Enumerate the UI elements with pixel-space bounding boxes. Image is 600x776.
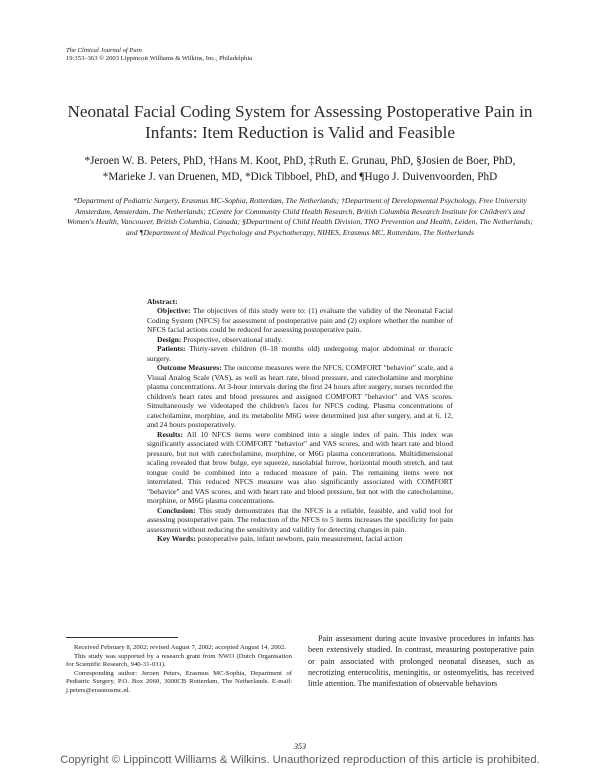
design-text: Prospective, observational study. (183, 334, 283, 344)
footnote-correspondence: Corresponding author: Jeroen Peters, Erasmus MC-Sophia, Department of Pediatric Surgery, P.O. Box 2060, 3000CB Rotterdam, The Netherlands. E-mail: j.peters@erasmusmc.nl. (66, 669, 292, 694)
design-label: Design: (157, 334, 182, 344)
page-number: 353 (294, 742, 306, 751)
journal-name: The Clinical Journal of Pain (66, 47, 142, 54)
results-text: All 10 NFCS items were combined into a single index of pain. This index was significantly associated with COMFORT "behavior" and VAS scores, and with heart rate and blood pressure, but not with catecholamine, morphine, or M6G plasma concentrations. Multidimensional scaling revealed that brow bulge, eye squeeze, nasolabial furrow, horizontal mouth stretch, and taut tongue could be combined into a reduced measure of pain. The remaining items were not interrelated. This reduced NFCS measure was also significantly associated with COMFORT "behavior" and VAS scores, and with heart rate and blood pressure, but not with the catecholamine, morphine, or M6G plasma concentrations. (147, 429, 453, 506)
footnote-support: This study was supported by a research grant from NWO (Dutch Organisation for Scientific Research, 940-31-031). (66, 652, 292, 669)
author-list (40, 154, 560, 185)
results-label: Results: (157, 429, 183, 439)
abstract-heading: Abstract: (147, 297, 178, 306)
abstract-patients (147, 344, 453, 363)
journal-header (66, 47, 252, 64)
copyright-notice: Copyright © Lippincott Williams & Wilkins. Unauthorized reproduction of this article is prohibited. (60, 754, 540, 766)
affiliations: *Department of Pediatric Surgery, Erasmus MC-Sophia, Rotterdam, The Netherlands; †Department of Developmental Psychology, Free University Amsterdam, Amsterdam, The Netherlands; ‡Centre for Community Child Health Research, British Columbia Research Institute for Children's and Women's Health, Vancouver, British Columbia, Canada; §Department of Child Health Division, TNO Prevention and Health, Leiden, The Netherlands; and ¶Department of Medical Psychology and Psychotherapy, NIHES, Erasmus MC, Rotterdam, The Netherlands (67, 196, 533, 237)
patients-label: Patients: (157, 344, 186, 354)
outcome-text: The outcome measures were the NFCS, COMFORT "behavior" scale, and a Visual Analog Scale (VAS), as well as heart rate, blood pressure, and catecholamine and morphine plasma concentrations. At 3-hour intervals during the first 24 hours after surgery, nurses recorded the children's heart rates and blood pressures and assigned COMFORT "behavior" and VAS scores. Simultaneously we videotaped the children's faces for NFCS coding. Plasma concentrations of catecholamine, morphine, and its metabolite M6G were determined just after surgery, and at 6, 12, and 24 hours postoperatively. (147, 363, 453, 430)
keywords-text: postoperative pain, infant newborn, pain measurement, facial action (197, 534, 403, 544)
body-paragraph: Pain assessment during acute invasive procedures in infants has been extensively studied. In contrast, measuring postoperative pain or pain associated with prolonged neonatal diseases, such as necrotizing enterocolitis, meningitis, or osteomyelitis, has received little attention. The manifestation of observable behaviors (308, 634, 534, 689)
objective-label: Objective: (157, 306, 191, 316)
footnote-received: Received February 8, 2002; revised August 7, 2002; accepted August 14, 2002. (74, 644, 286, 651)
keywords-label: Key Words: (157, 534, 196, 544)
footnote-rule (66, 637, 178, 638)
abstract-outcome (147, 363, 453, 429)
abstract-results (147, 430, 453, 506)
conclusion-text: This study demonstrates that the NFCS is a reliable, feasible, and valid tool for assessing postoperative pain. The reduction of the NFCS to 5 items increases the specificity for pain assessment without reducing the sensitivity and validity for detecting changes in pain. (147, 505, 453, 534)
abstract-design (147, 335, 453, 344)
patients-text: Thirty-seven children (0–18 months old) undergoing major abdominal or thoracic surgery. (147, 344, 453, 363)
article-title: Neonatal Facial Coding System for Assessing Postoperative Pain in Infants: Item Reduction is Valid and Feasible (67, 102, 533, 142)
body-column (308, 633, 534, 689)
outcome-label: Outcome Measures: (157, 363, 222, 373)
abstract (147, 297, 453, 544)
objective-text: The objectives of this study were to: (1) evaluate the validity of the Neonatal Facial Coding System (NFCS) for assessment of postoperative pain and (2) explore whether the number of NFCS facial actions could be reduced for assessing postoperative pain. (147, 306, 453, 335)
abstract-keywords (147, 534, 453, 543)
author-line-1: *Jeroen W. B. Peters, PhD, †Hans M. Koot, PhD, ‡Ruth E. Grunau, PhD, §Josien de Boer, PhD, (84, 155, 516, 167)
abstract-conclusion (147, 506, 453, 534)
journal-citation: 19:353–363 © 2003 Lippincott Williams & Wilkins, Inc., Philadelphia (66, 55, 253, 63)
abstract-objective (147, 306, 453, 334)
author-line-2: *Marieke J. van Druenen, MD, *Dick Tibboel, PhD, and ¶Hugo J. Duivenvoorden, PhD (102, 170, 498, 183)
footnotes (66, 644, 292, 695)
conclusion-label: Conclusion: (157, 505, 196, 515)
